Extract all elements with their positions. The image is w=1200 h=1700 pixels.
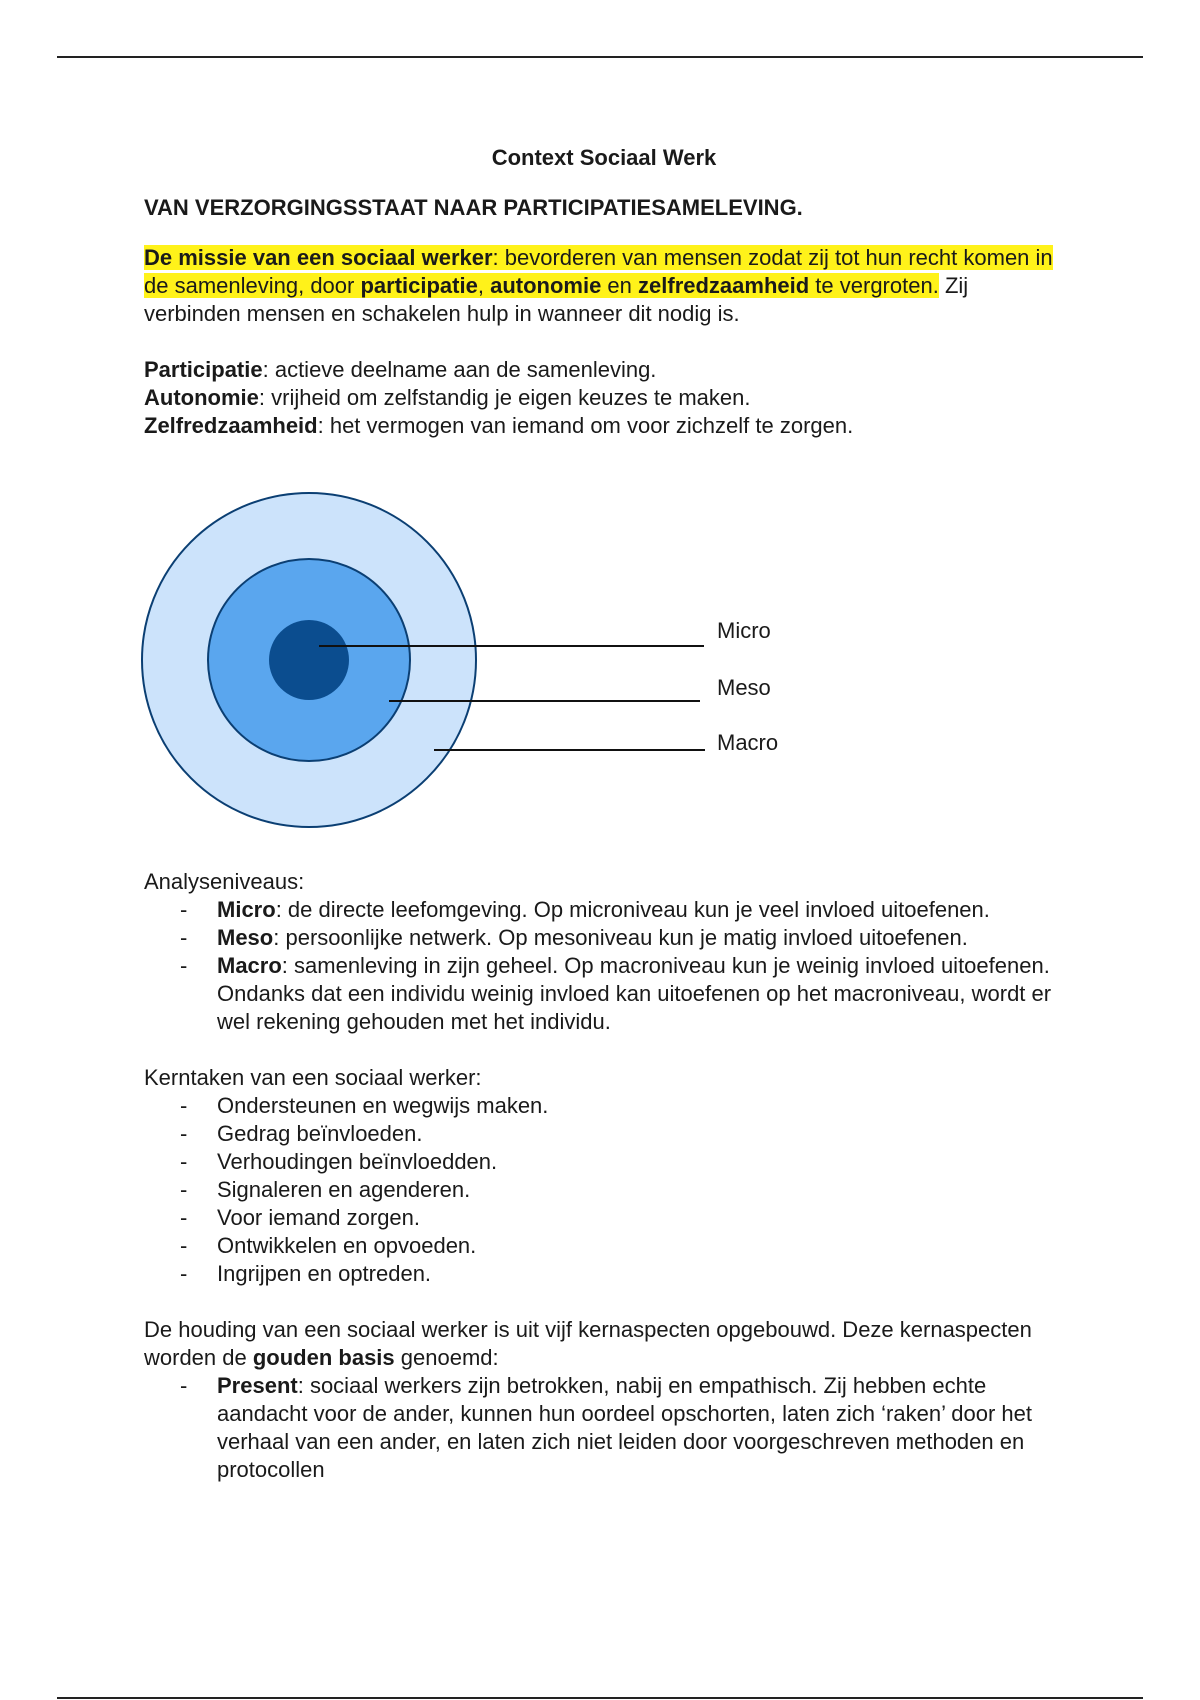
list-item	[217, 1372, 1064, 1484]
list-item-text: : samenleving in zijn geheel. Op macroniveau kun je weinig invloed uitoefenen. Ondanks dat een individu weinig invloed kan uitoefenen op het macroniveau, wordt er wel rekening gehouden met het individu.	[217, 953, 1052, 1034]
list-item: - Signaleren en agenderen.	[217, 1176, 1064, 1204]
list-item	[217, 924, 1064, 952]
list-item-term: Macro	[217, 953, 282, 978]
list-item	[217, 952, 1064, 1036]
list-item: - Ondersteunen en wegwijs maken.	[217, 1092, 1064, 1120]
list-item: - Verhoudingen beïnvloedden.	[217, 1148, 1064, 1176]
analysis-section	[144, 868, 1064, 1036]
analysis-intro: Analyseniveaus:	[144, 869, 305, 894]
definition-item	[144, 384, 1064, 412]
definition-item	[144, 412, 1064, 440]
tasks-intro: Kerntaken van een sociaal werker:	[144, 1065, 482, 1090]
definition-text: : het vermogen van iemand om voor zichzelf te zorgen.	[317, 413, 854, 438]
mission-sep: ,	[477, 273, 491, 298]
list-item-text: : persoonlijke netwerk. Op mesoniveau kun je matig invloed uitoefenen.	[273, 925, 968, 950]
attitude-paragraph	[144, 1316, 1064, 1372]
list-item-text: : de directe leefomgeving. Op microniveau kun je veel invloed uitoefenen.	[275, 897, 990, 922]
label-meso: Meso	[717, 675, 771, 700]
list-item: - Voor iemand zorgen.	[217, 1204, 1064, 1232]
tasks-list	[144, 1092, 1064, 1288]
definition-term: Autonomie	[144, 385, 259, 410]
definition-text: : actieve deelname aan de samenleving.	[262, 357, 657, 382]
list-item: - Ingrijpen en optreden.	[217, 1260, 1064, 1288]
gouden-basis-term: gouden basis	[252, 1345, 395, 1370]
tasks-section	[144, 1064, 1064, 1288]
top-rule	[57, 56, 1143, 58]
mission-rest: Zij verbinden mensen en schakelen hulp in wanneer dit nodig is.	[144, 273, 969, 326]
definition-text: : vrijheid om zelfstandig je eigen keuzes te maken.	[258, 385, 751, 410]
concentric-circles	[134, 480, 834, 840]
mission-sep: en	[601, 273, 639, 298]
label-micro: Micro	[717, 618, 771, 643]
list-item-term: Micro	[217, 897, 276, 922]
definition-term: Zelfredzaamheid	[144, 413, 318, 438]
definition-item	[144, 356, 1064, 384]
list-item: - Ontwikkelen en opvoeden.	[217, 1232, 1064, 1260]
label-macro: Macro	[717, 730, 779, 755]
list-item-term: Present	[217, 1373, 298, 1398]
micro-circle	[269, 620, 349, 700]
list-item: - Gedrag beïnvloeden.	[217, 1120, 1064, 1148]
document-title: Context Sociaal Werk	[491, 145, 717, 170]
document-body	[144, 140, 1064, 1484]
mission-term: De missie van een sociaal werker	[144, 245, 493, 270]
mission-text-end: te vergroten.	[809, 273, 939, 298]
attitude-list	[144, 1372, 1064, 1484]
bottom-rule	[57, 1697, 1143, 1699]
attitude-text: De houding van een sociaal werker is uit vijf kernaspecten opgebouwd. Deze kernaspecten worden de	[144, 1317, 1032, 1370]
levels-diagram	[144, 480, 1064, 840]
list-item-text: : sociaal werkers zijn betrokken, nabij en empathisch. Zij hebben echte aandacht voor de ander, kunnen hun oordeel opschorten, laten zich ‘raken’ door het verhaal van een ander, en laten zich niet leiden door voorgeschreven methoden en protocollen	[217, 1373, 1032, 1482]
mission-highlight	[144, 245, 1053, 298]
list-item	[217, 896, 1064, 924]
mission-paragraph	[144, 244, 1064, 328]
keyword-participatie: participatie	[360, 273, 478, 298]
mission-text: : bevorderen van mensen zodat zij tot hun recht komen in de samenleving, door	[144, 245, 1053, 298]
keyword-autonomie: autonomie	[490, 273, 602, 298]
list-item-term: Meso	[217, 925, 274, 950]
section-heading: VAN VERZORGINGSSTAAT NAAR PARTICIPATIESAMELEVING.	[144, 195, 803, 220]
definitions	[144, 356, 1064, 440]
definition-term: Participatie	[144, 357, 263, 382]
analysis-list	[144, 896, 1064, 1036]
attitude-text-end: genoemd:	[394, 1345, 499, 1370]
keyword-zelfredzaamheid: zelfredzaamheid	[638, 273, 810, 298]
